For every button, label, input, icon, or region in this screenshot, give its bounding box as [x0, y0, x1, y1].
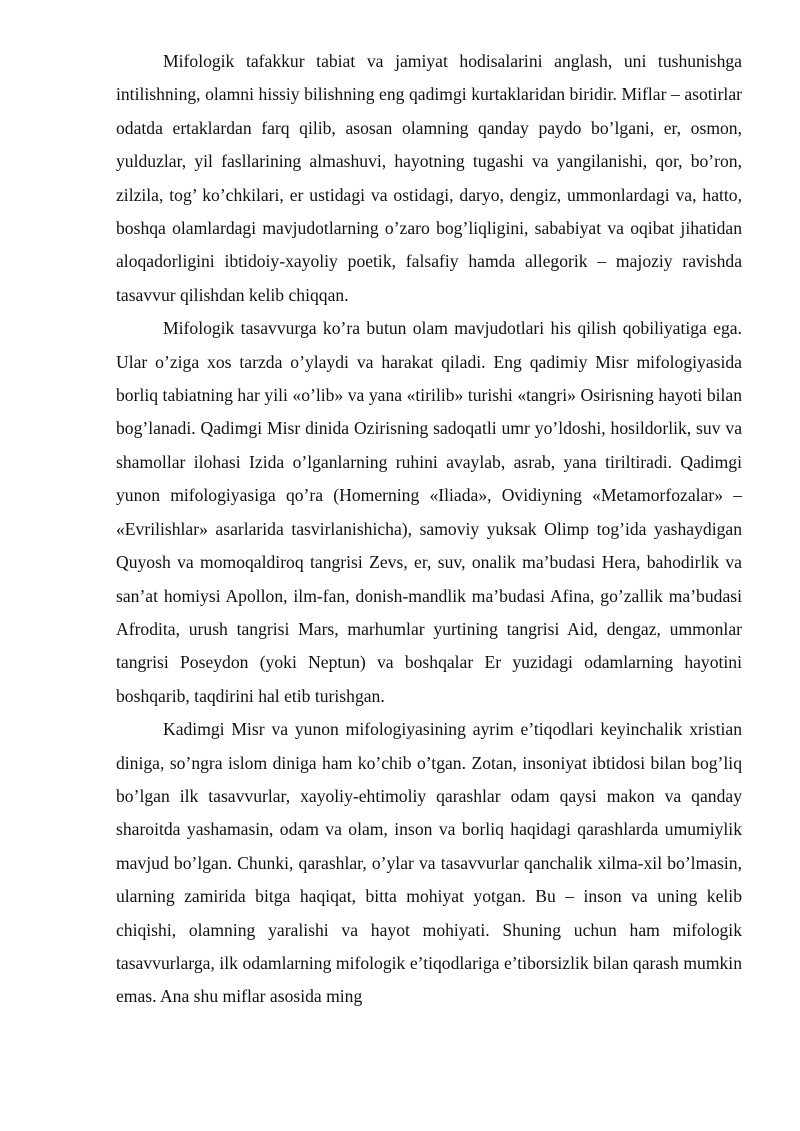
paragraph-misr-yunon-etiqodlari: Kadimgi Misr va yunon mifologiyasining ayrim e’tiqodlari keyinchalik xristian diniga, so’ngra islom diniga ham ko’chib o’tgan. Zotan, insoniyat ibtidosi bilan bog’liq bo’lgan ilk tasavvurlar, xayoliy-ehtimoliy qarashlar odam qaysi makon va qanday sharoitda yashamasin, odam va olam, inson va borliq haqidagi qarashlarda umumiylik mavjud bo’lgan. Chunki, qarashlar, o’ylar va tasavvurlar qanchalik xilma-xil bo’lmasin, ularning zamirida bitga haqiqat, bitta mohiyat yotgan. Bu – inson va uning kelib chiqishi, olamning yaralishi va hayot mohiyati. Shuning uchun ham mifologik tasavvurlarga, ilk odamlarning mifologik e’tiqodlariga e’tiborsizlik bilan qarash mumkin emas. Ana shu miflar asosida ming	[116, 719, 742, 1007]
document-page	[116, 45, 742, 1014]
paragraph-mifologik-tafakkur: Mifologik tafakkur tabiat va jamiyat hodisalarini anglash, uni tushunishga intilishning, olamni hissiy bilishning eng qadimgi kurtaklaridan biridir. Miflar – asotirlar odatda ertaklardan farq qilib, asosan olamning qanday paydo bo’lgani, er, osmon, yulduzlar, yil fasllarining almashuvi, hayotning tugashi va yangilanishi, qor, bo’ron, zilzila, tog’ ko’chkilari, er ustidagi va ostidagi, daryo, dengiz, ummonlardagi va, hatto, boshqa olamlardagi mavjudotlarning o’zaro bog’liqligini, sababiyat va oqibat jihatidan aloqadorligini ibtidoiy-xayoliy poetik, falsafiy hamda allegorik – majoziy ravishda tasavvur qilishdan kelib chiqqan.	[116, 51, 742, 305]
paragraph-mifologik-tasavvur: Mifologik tasavvurga ko’ra butun olam mavjudotlari his qilish qobiliyatiga ega. Ular o’ziga xos tarzda o’ylaydi va harakat qiladi. Eng qadimiy Misr mifologiyasida borliq tabiatning har yili «o’lib» va yana «tirilib» turishi «tangri» Osirisning hayoti bilan bog’lanadi. Qadimgi Misr dinida Ozirisning sadoqatli umr yo’ldoshi, hosildorlik, suv va shamollar ilohasi Izida o’lganlarning ruhini avaylab, asrab, yana tiriltiradi. Qadimgi yunon mifologiyasiga qo’ra (Homerning «Iliada», Ovidiyning «Metamorfozalar» – «Evrilishlar» asarlarida tasvirlanishicha), samoviy yuksak Olimp tog’ida yashaydigan Quyosh va momoqaldiroq tangrisi Zevs, er, suv, onalik ma’budasi Hera, bahodirlik va san’at homiysi Apollon, ilm-fan, donish-mandlik ma’budasi Afina, go’zallik ma’budasi Afrodita, urush tangrisi Mars, marhumlar yurtining tangrisi Aid, dengaz, ummonlar tangrisi Poseydon (yoki Neptun) va boshqalar Er yuzidagi odamlarning hayotini boshqarib, taqdirini hal etib turishgan.	[116, 318, 742, 706]
